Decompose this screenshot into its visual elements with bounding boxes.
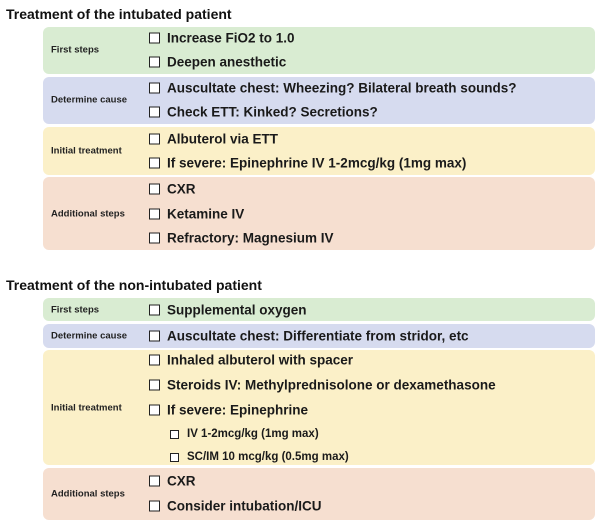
checkbox-icon[interactable] [149, 107, 160, 118]
item-text: Check ETT: Kinked? Secretions? [167, 104, 378, 120]
checkbox-icon[interactable] [149, 476, 160, 487]
checklist-item[interactable] [149, 81, 517, 96]
checkbox-icon[interactable] [149, 184, 160, 195]
item-text: Steroids IV: Methylprednisolone or dexamethasone [167, 377, 496, 393]
checklist-item[interactable] [149, 182, 196, 197]
checkbox-icon[interactable] [170, 453, 179, 462]
checkbox-icon[interactable] [149, 355, 160, 366]
intubated-additional-steps-label: Additional steps [51, 208, 125, 220]
checklist-item[interactable] [149, 31, 295, 46]
checklist-item[interactable] [149, 378, 496, 393]
checklist-item[interactable] [149, 403, 308, 418]
checklist-item[interactable] [149, 105, 378, 120]
item-text: Inhaled albuterol with spacer [167, 352, 354, 368]
intubated-section-title: Treatment of the intubated patient [6, 6, 232, 22]
intubated-determine-cause-label: Determine cause [51, 94, 128, 106]
non-intubated-additional-steps-label: Additional steps [51, 488, 125, 500]
item-text: If severe: Epinephrine IV 1-2mcg/kg (1mg max) [167, 155, 467, 171]
intubated-first-steps-label: First steps [51, 44, 100, 56]
item-text: Albuterol via ETT [167, 131, 279, 147]
checklist-item[interactable] [149, 207, 244, 222]
checklist-item[interactable] [149, 303, 307, 318]
checkbox-icon[interactable] [149, 57, 160, 68]
checkbox-icon[interactable] [149, 158, 160, 169]
checkbox-icon[interactable] [149, 83, 160, 94]
checklist-item[interactable] [149, 329, 469, 344]
intubated-first-steps-block [43, 27, 595, 74]
checkbox-icon[interactable] [149, 134, 160, 145]
checklist-item[interactable] [149, 55, 286, 70]
item-text: Auscultate chest: Wheezing? Bilateral breath sounds? [167, 80, 517, 96]
checkbox-icon[interactable] [149, 501, 160, 512]
checkbox-icon[interactable] [149, 305, 160, 316]
checkbox-icon[interactable] [149, 380, 160, 391]
checkbox-icon[interactable] [149, 331, 160, 342]
checkbox-icon[interactable] [149, 233, 160, 244]
item-text: Supplemental oxygen [167, 302, 307, 318]
checklist-item[interactable] [149, 353, 353, 368]
item-text: Increase FiO2 to 1.0 [167, 30, 295, 46]
checklist-item[interactable] [149, 499, 322, 514]
checklist-item[interactable] [149, 156, 466, 171]
checkbox-icon[interactable] [170, 430, 179, 439]
item-text: CXR [167, 181, 196, 197]
checkbox-icon[interactable] [149, 209, 160, 220]
item-text: Refractory: Magnesium IV [167, 230, 334, 246]
non-intubated-determine-cause-label: Determine cause [51, 330, 128, 342]
item-text: CXR [167, 473, 196, 489]
item-text: IV 1-2mcg/kg (1mg max) [187, 428, 319, 440]
item-text: SC/IM 10 mcg/kg (0.5mg max) [187, 451, 349, 463]
checkbox-icon[interactable] [149, 405, 160, 416]
checkbox-icon[interactable] [149, 33, 160, 44]
non-intubated-first-steps-label: First steps [51, 304, 100, 316]
checklist-sub-item[interactable] [170, 451, 349, 463]
non-intubated-section-title: Treatment of the non-intubated patient [6, 277, 262, 293]
item-text: Deepen anesthetic [167, 54, 287, 70]
checklist-item[interactable] [149, 474, 196, 489]
item-text: If severe: Epinephrine [167, 402, 309, 418]
non-intubated-initial-treatment-label: Initial treatment [51, 402, 122, 414]
checklist-item[interactable] [149, 132, 278, 147]
checklist-sub-item[interactable] [170, 428, 319, 440]
item-text: Auscultate chest: Differentiate from stridor, etc [167, 328, 469, 344]
item-text: Ketamine IV [167, 206, 245, 222]
checklist-item[interactable] [149, 231, 334, 246]
item-text: Consider intubation/ICU [167, 498, 322, 514]
non-intubated-first-steps-block [43, 298, 595, 321]
intubated-initial-treatment-label: Initial treatment [51, 145, 122, 157]
